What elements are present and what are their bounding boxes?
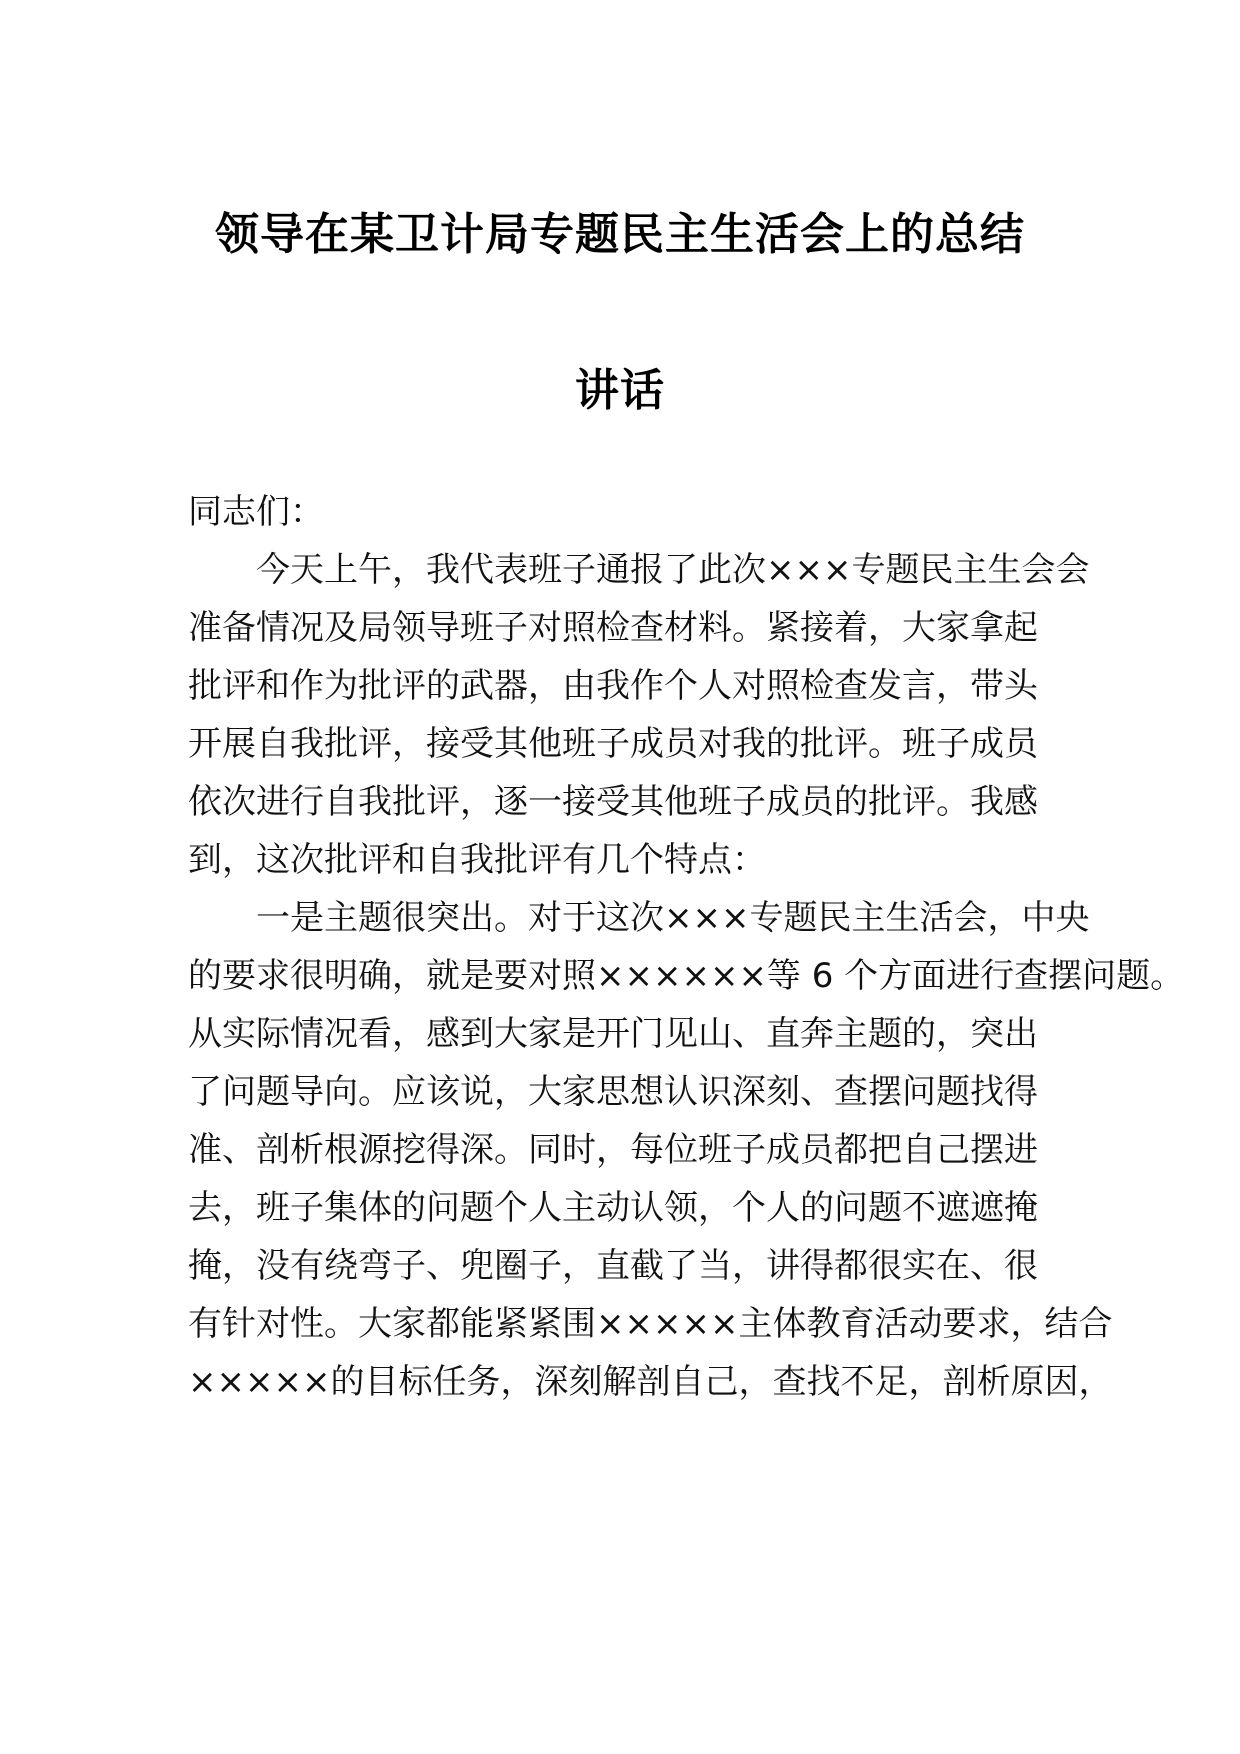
paragraph-2-line-3: 从实际情况看，感到大家是开门见山、直奔主题的，突出 [188,1014,1038,1054]
document-title-line-2: 讲话 [575,365,665,416]
paragraph-2-line-2: 的要求很明确，就是要对照××××××等 6 个方面进行查摆问题。 [188,956,1185,996]
paragraph-1-line-6: 到，这次批评和自我批评有几个特点： [188,840,766,880]
paragraph-2-line-1: 一是主题很突出。对于这次×××专题民主生活会，中央 [256,898,1090,938]
document-title-line-1: 领导在某卫计局专题民主生活会上的总结 [215,209,1025,260]
paragraph-2-line-7: 掩，没有绕弯子、兜圈子，直截了当，讲得都很实在、很 [188,1246,1038,1286]
paragraph-1-line-4: 开展自我批评，接受其他班子成员对我的批评。班子成员 [188,724,1038,764]
paragraph-1-line-2: 准备情况及局领导班子对照检查材料。紧接着，大家拿起 [188,608,1038,648]
paragraph-2-line-9: ×××××的目标任务，深刻解剖自己，查找不足，剖析原因， [188,1362,1113,1402]
paragraph-1-line-3: 批评和作为批评的武器，由我作个人对照检查发言，带头 [188,666,1038,706]
paragraph-2-line-5: 准、剖析根源挖得深。同时，每位班子成员都把自己摆进 [188,1130,1038,1170]
salutation: 同志们： [188,492,324,532]
paragraph-2-line-8: 有针对性。大家都能紧紧围×××××主体教育活动要求，结合 [188,1304,1113,1344]
paragraph-1-line-1: 今天上午，我代表班子通报了此次×××专题民主生会会 [256,550,1090,590]
paragraph-2-line-4: 了问题导向。应该说，大家思想认识深刻、查摆问题找得 [188,1072,1038,1112]
paragraph-1-line-5: 依次进行自我批评，逐一接受其他班子成员的批评。我感 [188,782,1038,822]
paragraph-2-line-6: 去，班子集体的问题个人主动认领，个人的问题不遮遮掩 [188,1188,1038,1228]
